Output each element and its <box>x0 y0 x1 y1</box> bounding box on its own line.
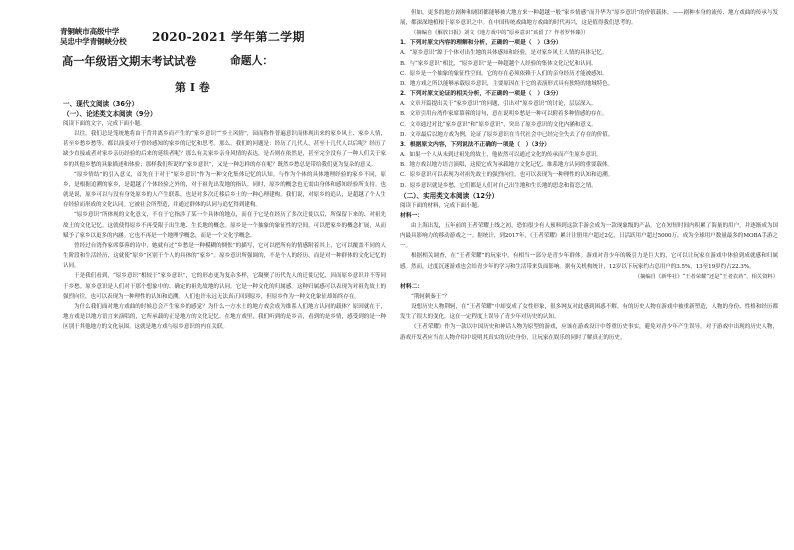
exam-title: 高一年级语文期末考试试卷 <box>62 54 197 68</box>
paragraph-3: “原乡意识”所体现的文化意义，不在于它指涉了某一个具体的地点，而在于它是在经历了多次迁徙以后，所保留下来的、对祖先故土的文化记忆。这就使得原乡不再受限于出生地、生长地的概念。原乡是一个抽象的象征性的空间，可以把家乡的概念扩展，从而赋予了家乡以更多的内涵。它也不再是一个地理学概念，而是一个文化学概念。 <box>63 212 386 239</box>
subsection-heading: （一）、论述类文本阅读（9分） <box>63 110 157 118</box>
question-1: 1．下列对原文内容的理解和分析，正确的一项是（ ）（3分） <box>400 40 562 47</box>
subsection-2-heading: （二）、实用类文本阅读（12分） <box>400 191 499 200</box>
material-1-text: 由上海出发，五年前的王者荣耀上线之初，恐怕很少有人预料到这款手游会成为一款现象级的产品。它在短短时间内积累了海量的用户，并逐渐成为国内最具影响力的移动游戏之一。据统计，到2017年，《王者荣耀》累计注册用户超过2亿，日活跃用户超过5000万，成为全球用户数量最多的MOBA手游之一。 <box>400 222 778 250</box>
school-name <box>60 27 127 47</box>
intro-paragraph: 但如，更多的地方剧种和剧团都能够被大地方来一种超越一般“家乡情感”而升华为“原乡意识”的价值载体。——剧种本身的流传、地方戏曲的传承与发展，都深深地植根于原乡意识之中。在中国传统戏曲地方戏曲的时代再兴，这是值得我们思考的。 <box>400 10 778 27</box>
exam-year: 2020-2021 学年第二学期 <box>152 30 305 44</box>
source-note: （摘编自《解放日报》刘文《地方戏中的“原乡意识”该留了？作者罗怀臻》） <box>411 30 589 37</box>
left-column <box>0 0 392 550</box>
question-2: 2．下列对原文论证的相关分析，不正确的一项是（ ）（3分） <box>400 91 562 98</box>
material-2-label: 材料二： <box>400 283 424 290</box>
q2-option-a[interactable]: A．文章开篇提出关于“家乡意识”的问题，引出对“原乡意识”的讨论，层层深入。 <box>400 101 597 108</box>
volume-heading: 第 I 卷 <box>175 81 210 94</box>
right-content <box>400 8 778 343</box>
instruction-2: 阅读下面的材料，完成下面小题。 <box>400 202 483 209</box>
q3-option-c[interactable]: C．原乡意识可以表现为对祖先故土的强烈向往，也可以表现为一种理性的认知和追溯。 <box>400 172 614 179</box>
material-1-text-2: 根据相关调查，在“王者荣耀”的玩家中，有相当一部分是青少年群体。游戏对青少年的吸引力是巨大的，它可以让玩家在游戏中体验到成就感和归属感。然而，过度沉迷游戏也会给青少年的学习和生活带来负面影响。据有关机构统计，12岁以下玩家约占总用户的3.5%，13至19岁约占22.3%。 <box>400 253 778 270</box>
instruction: 阅读下面的文字，完成下面小题。 <box>63 121 146 127</box>
q3-option-a[interactable]: A．如果一个人从未到过祖先的故土，他依然可以通过文化的传承而产生原乡意识。 <box>400 152 602 159</box>
school-line-2: 吴忠中学青铜峡分校 <box>60 37 127 46</box>
q1-option-d[interactable]: D．地方戏之所以能够承载原乡意识，主要原因在于它的表演形式具有独特的地域特色。 <box>400 80 614 87</box>
material-2-title: “荆轲刺秦王”？ <box>411 293 450 300</box>
q2-option-b[interactable]: B．文章引用台湾作家席慕蓉的诗句，意在说明乡愁是一种可以附着多种情感的存在。 <box>400 111 608 118</box>
paragraph-5: 于是我们看到，“原乡意识”相较于“家乡意识”，它的形态更为复杂多样，它凝聚了历代先人的迁徙记忆，因而原乡意识并不等同于乡愁。原乡意识是人们对于那个想象中的、确定的祖先故地的认同。它是一种文化的归属感。这种归属感可以表现为对祖先故土的强烈向往，也可以表现为一种理性的认知和追溯。人们也许永远无法真正回到原乡，但原乡作为一种文化象征却始终存在。 <box>63 273 386 300</box>
q1-option-a[interactable]: A．“原乡意识”源于个体对出生地的具体感知和经验，是对家乡风土人情的具体记忆。 <box>400 50 608 57</box>
setter-label: 命题人： <box>230 54 274 67</box>
paragraph-2: “原乡情结”的引入意义，首先在于对于“原乡意识”作为一种文化集体记忆的认知。与作为个体的具体地理经验的家乡不同，原乡，是根据追溯的家乡，是超越了个体经验之外的，对于祖先出发地的指认。同时，原乡的概念也无需由身体和感知经验所支持。也就是说，原乡可以与没有身处原乡的人产生联系，也是对多次迁移后乡土的一种心理建构。我们说，对原乡的追认，是超越了个人生存经验而形成的文化认同。它被社会所塑造，并通过群体的认同与追忆得到建构。 <box>63 171 386 209</box>
material-2-text: 设想历史人物荆轲，在“王者荣耀”中却变成了女性形象，很多网友对此感到困惑不解。有的历史人物在游戏中被重新塑造，人物的身份、性格和经历都发生了很大的变化，这在一定程度上误导了青少年对历史的认知。 <box>400 304 778 321</box>
q1-option-c[interactable]: C．原乡是一个抽象的象征性空间，它的存在必须依赖于人们的亲身经历才能被感知。 <box>400 70 608 77</box>
right-column <box>396 0 794 550</box>
q2-option-d[interactable]: D．文章最后以地方戏为例，论证了原乡意识在当代社会中已经完全失去了存在的价值。 <box>400 131 614 138</box>
paragraph-6: 为什么我们面对地方戏曲的时候总会产生家乡的感觉？为什么一方水土的地方戏会成为维系人们地方认同的载体？原因就在于，地方戏是以地方语言来演唱的，它所承载的正是地方的文化记忆。在地方戏里，我们听到的是乡音，看到的是乡情，感受到的是一种区别于其他地方的文化氛围。这就是地方戏与原乡意识的内在关联。 <box>63 303 386 331</box>
question-3: 3．根据原文内容，下列说法不正确的一项是（ ）（3分） <box>400 141 551 148</box>
material-2-text-2: 《王者荣耀》作为一款以中国历史和神话人物为原型的游戏，应该在游戏设计中尊重历史事实，避免对青少年产生误导。对于游戏中出现的历史人物，游戏开发者应当在人物介绍中说明其真实的历史身份，让玩家在娱乐的同时了解真正的历史。 <box>400 324 778 341</box>
q3-option-b[interactable]: B．地方戏以地方语言演唱，这使它成为承载地方文化记忆、维系地方认同的重要载体。 <box>400 162 613 169</box>
paragraph-1: 以往，我们总是笼统地将由于背井离乡而产生的“家乡意识”“乡土风情”，园而称作普遍意识而体现出来的家乡风土、家乡人情，甚至乡愁乡愁等，都以演变对于曾经感知的家乡的记忆和思考。那么，我们的问题是：经历了几代人，甚至十几代人以后呢？经历了缺少直接或者对家乡亲历经验的后来的延续者呢？那么有关家乡亲身风情的表达，是否则在依然是，甚至完全没有了一种人们关于家乡的其他乡愁的具象描述和体验；那样我们所说的“家乡意识”，又是一种怎样的存在呢？既然乡愁总是带给我们更为复杂的意义。 <box>63 131 386 168</box>
section-heading: 一、现代文阅读（36分） <box>63 100 139 108</box>
paragraph-4: 曾经过台湾作家席慕蓉的诗中，她就有过“乡愁是一种模糊的惆怅”的描写，它可以把所有的情感附着其上，它可以覆盖不同的人生阶段和生活经历，这就使“原乡”区别于个人的具体的“家乡”。原乡意识所强调的，不是个人的经历，而是对一种群体的文化记忆的认同。 <box>63 242 386 270</box>
q3-option-d[interactable]: D．原乡意识就是乡愁，它们都是人们对自己出生地和生长地的思念和留恋之情。 <box>400 182 597 189</box>
q2-option-c[interactable]: C．文章通过对比“家乡意识”和“原乡意识”，突出了原乡意识的文化内涵和意义。 <box>400 121 597 128</box>
material-1-label: 材料一： <box>400 212 424 219</box>
school-line-1: 青铜峡市高级中学 <box>60 27 120 36</box>
left-content <box>63 99 386 332</box>
q1-option-b[interactable]: B．与“家乡意识”相比，“原乡意识”是一种超越个人经验的集体文化记忆和认同。 <box>400 60 597 67</box>
material-1-source: （摘编自《新华社》“王者荣耀”还是“王者农药”，相关资料） <box>634 273 778 280</box>
